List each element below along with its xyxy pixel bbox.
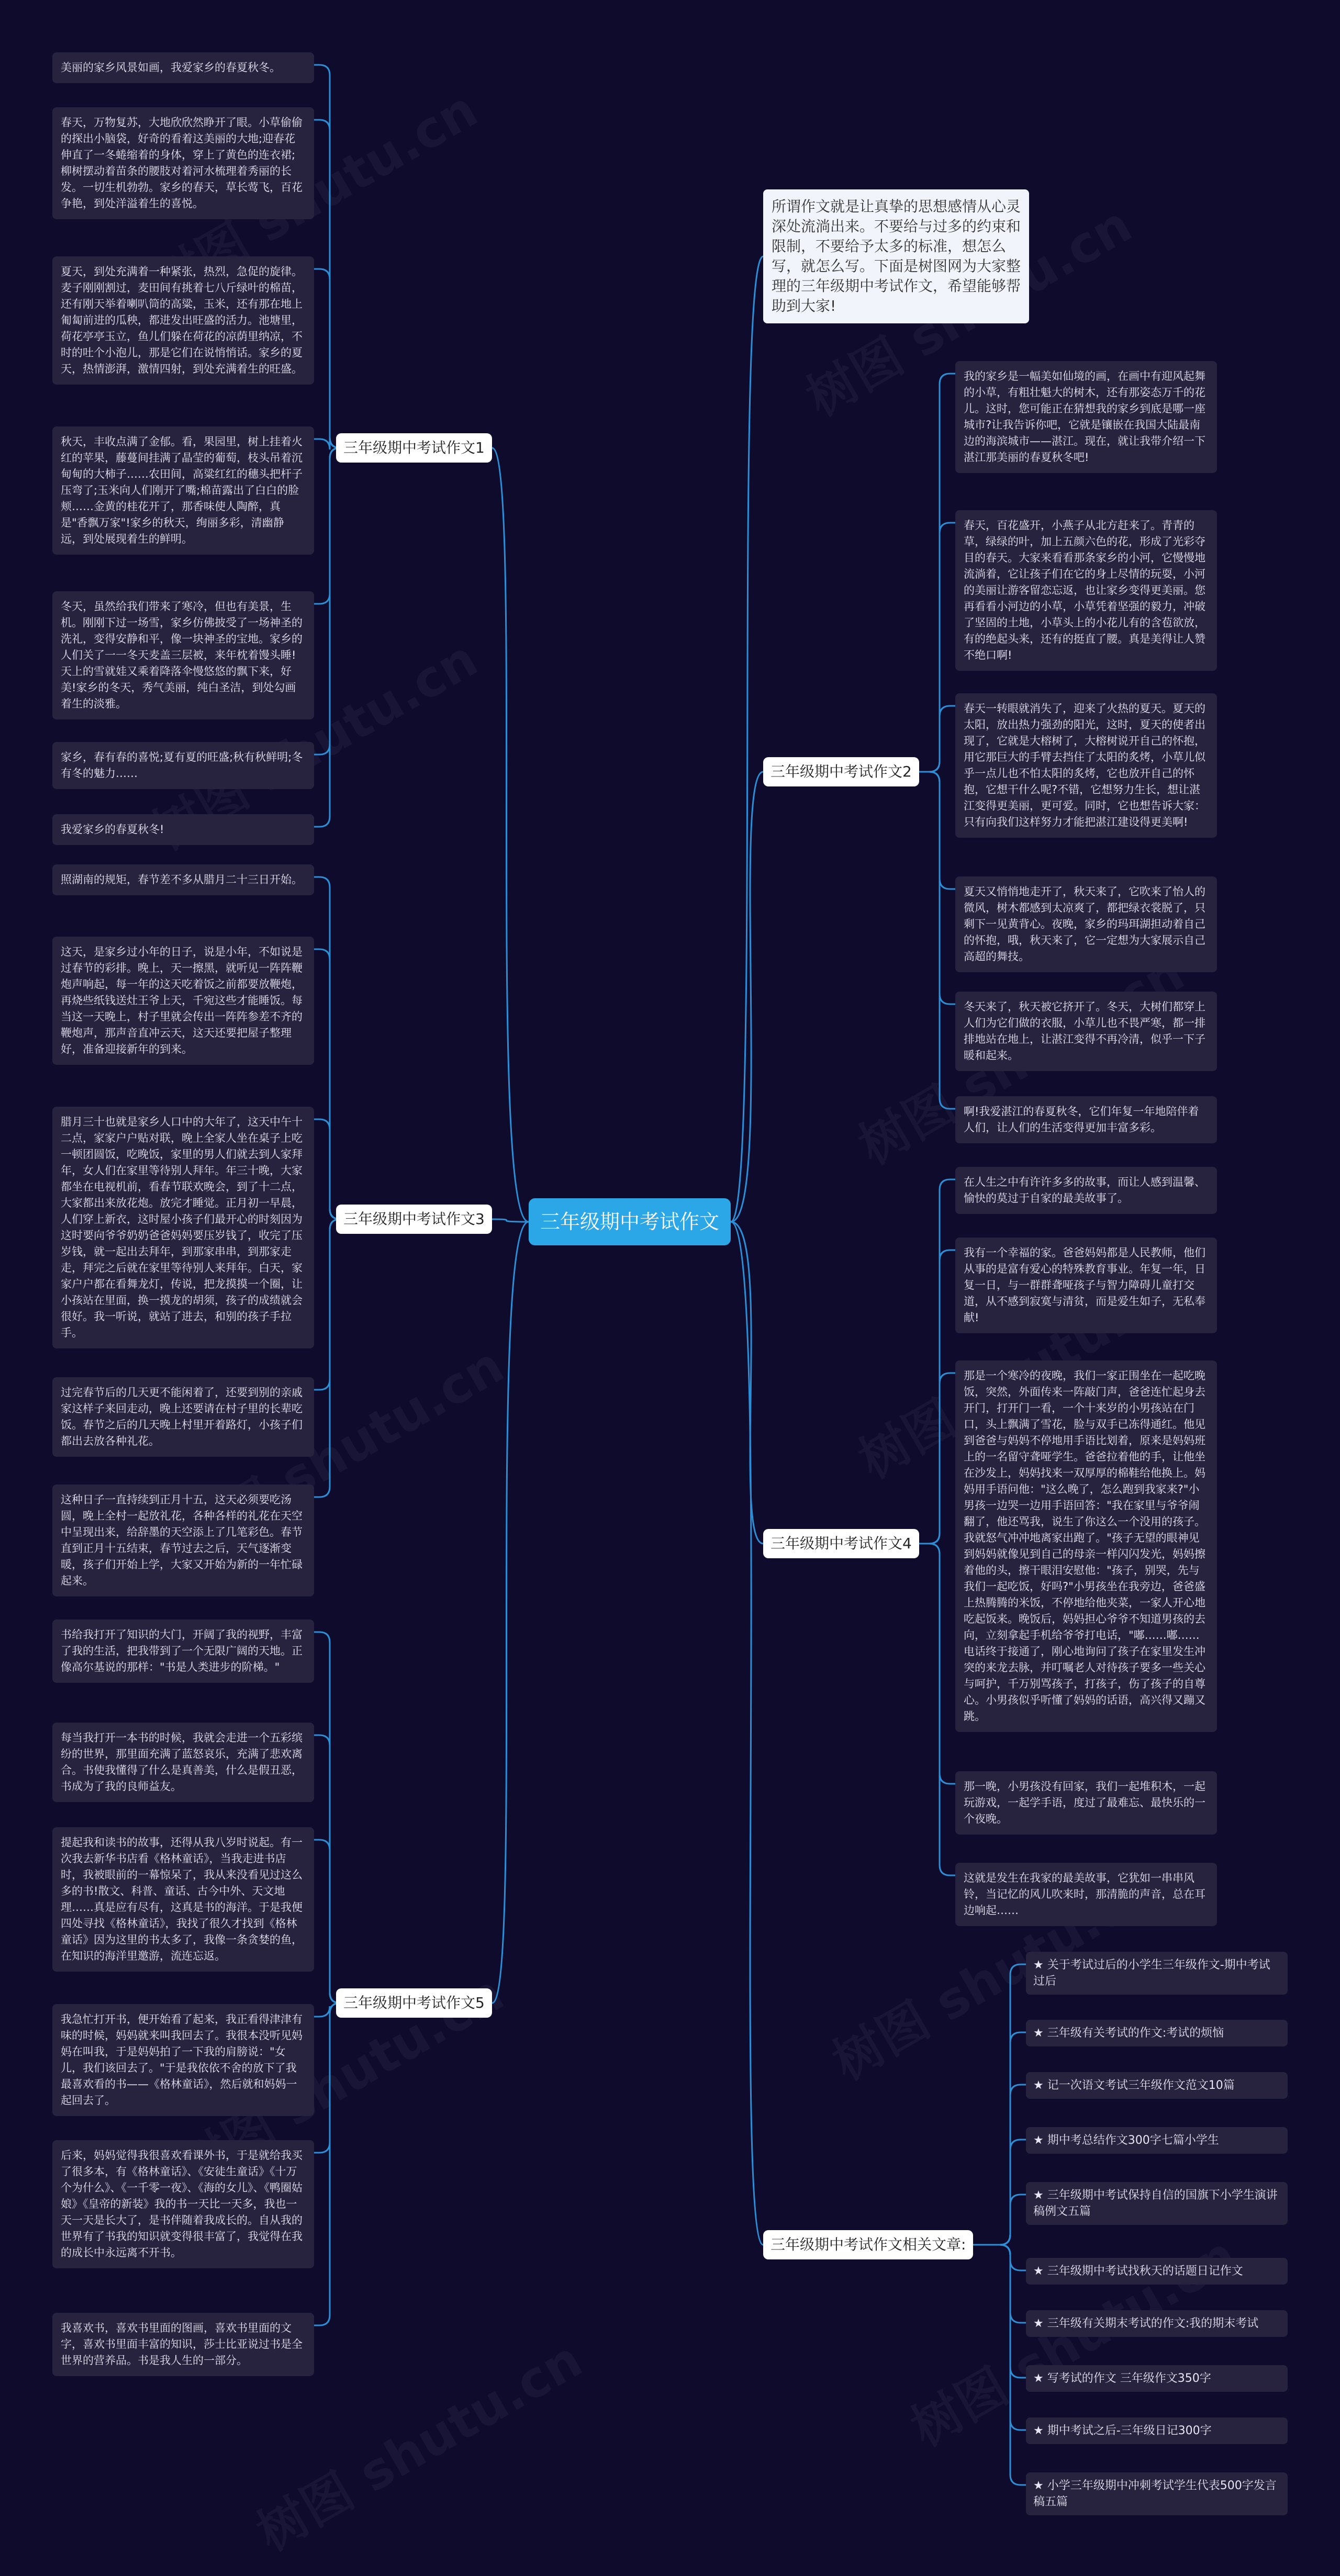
connector-line (314, 120, 340, 448)
leaf-note: 照湖南的规矩，春节差不多从腊月二十三日开始。 (52, 864, 314, 895)
leaf-note: ★ 写考试的作文 三年级作文350字 (1026, 2365, 1288, 2392)
leaf-note: ★ 期中考试之后-三年级日记300字 (1026, 2417, 1288, 2444)
branch-essay-5[interactable]: 三年级期中考试作文5 (336, 1988, 492, 2018)
connector-line (973, 2245, 1026, 2485)
leaf-note: ★ 关于考试过后的小学生三年级作文-期中考试过后 (1026, 1952, 1288, 1995)
connector-line (919, 1179, 955, 1544)
leaf-note: 这种日子一直持续到正月十五，这天必须要吃汤圆，晚上全村一起放礼花，各种各样的礼花在天空中呈现出来，给辞墨的天空添上了几笔彩色。春节直到正月十五结束，春节过去之后，天气逐渐变暖，孩子们开始上学，大家又开始为新的一年忙碌起来。 (52, 1484, 314, 1596)
connector-line (973, 2195, 1026, 2245)
connector-line (973, 2245, 1026, 2378)
connector-line (314, 2003, 340, 2325)
connector-line (492, 1219, 529, 1222)
connector-line (919, 523, 955, 772)
leaf-note: 我的家乡是一幅美如仙境的画，在画中有迎风起舞的小草，有粗壮魁大的树木，还有那姿态万千的花儿。这时，您可能正在猜想我的家乡到底是哪一座城市?让我告诉你吧，它就是镶嵌在我国大陆最南边的海滨城市——湛江。现在，就让我带介绍一下湛江那美丽的春夏秋冬吧! (955, 361, 1217, 473)
connector-line (919, 1250, 955, 1544)
branch-essay-3[interactable]: 三年级期中考试作文3 (336, 1205, 492, 1234)
leaf-note: ★ 小学三年级期中冲刺考试学生代表500字发言稿五篇 (1026, 2472, 1288, 2515)
leaf-note: 过完春节后的几天更不能闲着了，还要到别的亲戚家这样子来回走动，晚上还要请在村子里的长辈吃饭。春节之后的几天晚上村里开着路灯，小孩子们都出去放各种礼花。 (52, 1377, 314, 1457)
leaf-note: 冬天来了，秋天被它挤开了。冬天，大树们都穿上人们为它们做的衣服，小草儿也不畏严寒，都一排排地站在地上，让湛江变得不再冷清，似乎一下子暖和起来。 (955, 992, 1217, 1071)
leaf-note: ★ 三年级有关考试的作文:考试的烦恼 (1026, 2020, 1288, 2046)
root-topic[interactable]: 三年级期中考试作文 (529, 1198, 731, 1245)
connector-line (314, 1840, 340, 2003)
connector-line (973, 2085, 1026, 2245)
connector-line (314, 1632, 340, 2003)
connector-line (919, 706, 955, 772)
connector-line (492, 1222, 529, 2003)
connector-line (314, 448, 340, 827)
connector-line (919, 772, 955, 1109)
leaf-note: 夏天又悄悄地走开了，秋天来了，它吹来了怡人的微风，树木都感到太凉爽了，都把绿衣裳脱了，只剩下一见黄背心。夜晚，家乡的玛珥湖担动着自己的怀抱，哦，秋天来了，它一定想为大家展示自己高超的舞技。 (955, 876, 1217, 972)
connector-line (919, 1544, 955, 1784)
leaf-note: 提起我和读书的故事，还得从我八岁时说起。有一次我去新华书店看《格林童话》，当我走进书店时，我被眼前的一幕惊呆了，我从来没看见过这么多的书!散文、科普、童话、古今中外、天文地理……真是应有尽有，这真是书的海洋。于是我便四处寻找《格林童话》，我找了很久才找到《格林童话》因为这里的书太多了，我像一条贪婪的鱼，在知识的海洋里邀游，流连忘返。 (52, 1827, 314, 1972)
connector-line (973, 2032, 1026, 2245)
leaf-note: 冬天，虽然给我们带来了寒冷，但也有美景，生机。刚刚下过一场雪，家乡仿佛披受了一场神圣的洗礼，变得安静和平，像一块神圣的宝地。家乡的人们关了一一冬天麦盖三层被，来年枕着馒头睡!天上的雪就娃又乘着降落伞慢悠悠的飘下来，好美!家乡的冬天，秀气美丽，纯白圣洁，到处勾画着生的淡雅。 (52, 591, 314, 719)
leaf-note: ★ 三年级期中考试保持自信的国旗下小学生演讲稿例文五篇 (1026, 2182, 1288, 2225)
branch-essay-4[interactable]: 三年级期中考试作文4 (763, 1529, 919, 1558)
leaf-note: 每当我打开一本书的时候，我就会走进一个五彩缤纷的世界，那里面充满了蓝怒哀乐，充满了悲欢离合。书使我懂得了什么是真善美，什么是假丑恶，书成为了我的良师益友。 (52, 1723, 314, 1802)
connector-line (731, 1222, 763, 1544)
leaf-note: 春天，万物复苏，大地欣欣然睁开了眼。小草偷偷的探出小脑袋，好奇的看着这美丽的大地;迎春花伸直了一冬蜷缩着的身体，穿上了黄色的连衣裙;柳树摆动着苗条的腰肢对着河水梳理着秀丽的长发。一切生机勃勃。家乡的春天，草长莺飞，百花争艳，到处洋溢着生的喜悦。 (52, 107, 314, 219)
leaf-note: 书给我打开了知识的大门，开阔了我的视野，丰富了我的生活，把我带到了一个无限广阔的天地。正像高尔基说的那样："书是人类进步的阶梯。" (52, 1619, 314, 1683)
connector-line (919, 1544, 955, 1875)
connector-line (314, 1219, 340, 1390)
connector-line (314, 949, 340, 1219)
connector-line (919, 772, 955, 1004)
leaf-note: 春天一转眼就消失了，迎来了火热的夏天。夏天的太阳，放出热力强劲的阳光，这时，夏天的使者出现了，它就是大榕树了，大榕树说开自己的怀抱，用它那巨大的手臂去挡住了太阳的炙烤，小草儿似乎一点儿也不怕太阳的炙烤，它也放开自己的怀抱，它想干什么呢?不错，它想努力生长，想让湛江变得更美丽，更可爱。同时，它也想告诉大家：只有向我们这样努力才能把湛江建设得更美啊! (955, 693, 1217, 838)
branch-essay-2[interactable]: 三年级期中考试作文2 (763, 757, 919, 786)
connector-line (314, 1735, 340, 2003)
connector-line (314, 269, 340, 448)
connector-line (314, 448, 340, 604)
leaf-note: ★ 三年级期中考试找秋天的话题日记作文 (1026, 2258, 1288, 2285)
leaf-note: 我急忙打开书，便开始看了起来，我正看得津津有味的时候，妈妈就来叫我回去了。我很本没听见妈妈在叫我，于是妈妈拍了一下我的肩膀说："女儿，我们该回去了。"于是我依依不舍的放下了我最喜欢看的书——《格林童话》，然后就和妈妈一起回去了。 (52, 2004, 314, 2116)
connector-line (314, 2003, 340, 2153)
connector-line (973, 2245, 1026, 2270)
connector-line (919, 1373, 955, 1544)
intro-note: 所谓作文就是让真挚的思想感情从心灵深处流淌出来。不要给与过多的约束和限制，不要给予太多的标准，想怎么写，就怎么写。下面是树图网为大家整理的三年级期中考试作文，希望能够帮助到大家! (763, 189, 1029, 323)
connector-line (492, 448, 529, 1222)
leaf-note: 春天，百花盛开，小燕子从北方赶来了。青青的草，绿绿的叶，加上五颜六色的花，形成了光彩夺目的春天。大家来看看那条家乡的小河，它慢慢地流淌着，它让孩子们在它的身上尽情的玩耍，小河的美丽让游客留恋忘返，也让家乡变得更美丽。您再看看小河边的小草，小草凭着坚强的毅力，冲破了坚固的土地，小草头上的小花儿有的含苞欲放，有的绝起头来，还有的挺直了腰。真是美得让人赞不绝口啊! (955, 510, 1217, 671)
connector-line (919, 772, 955, 889)
connector-line (314, 1119, 340, 1219)
connector-line (314, 1219, 340, 1497)
connector-line (314, 877, 340, 1219)
leaf-note: 啊!我爱湛江的春夏秋冬，它们年复一年地陪伴着人们，让人们的生活变得更加丰富多彩。 (955, 1096, 1217, 1143)
leaf-note: 在人生之中有许许多多的故事，而让人感到温馨、愉快的莫过于自家的最美故事了。 (955, 1167, 1217, 1214)
leaf-note: ★ 期中考总结作文300字七篇小学生 (1026, 2127, 1288, 2154)
leaf-note: 这天，是家乡过小年的日子，说是小年，不如说是过春节的彩排。晚上，天一擦黑，就听见一阵阵鞭炮声响起，每一年的这天吃着饭之前都要放鞭炮，再烧些纸钱送灶王爷上天，千宛这些才能睡饭。每当这一天晚上，村子里就会传出一阵阵参差不齐的鞭炮声，那声音直冲云天，这天还要把屋子整理好，准备迎接新年的到来。 (52, 937, 314, 1065)
connector-line (731, 1222, 763, 2245)
connector-line (973, 2245, 1026, 2430)
connector-line (919, 374, 955, 772)
leaf-note: 那是一个寒冷的夜晚，我们一家正围坐在一起吃晚饭，突然，外面传来一阵敲门声，爸爸连忙起身去开门，打开门一看，一个十来岁的小男孩站在门口，头上飘满了雪花，脸与双手已冻得通红。他见到爸爸与妈妈不停地用手语比划着，原来是妈妈班上的一名留守聋哑学生。爸爸拉着他的手，让他坐在沙发上，妈妈找来一双厚厚的棉鞋给他换上。妈妈用手语问他："这么晚了，怎么跑到我家来?"小男孩一边哭一边用手语回答："我在家里与爷爷闹翻了，他还骂我，说生了你这么一个没用的孩子。我就怒气冲冲地离家出跑了。"孩子无望的眼神见到妈妈就像见到自己的母亲一样闪闪发光，妈妈擦着他的头，擦干眼泪安慰他："孩子，别哭，先与我们一起吃饭，好吗?"小男孩坐在我旁边，爸爸盛上热腾腾的米饭，不停地给他夹菜，一家人开心地吃起饭来。晚饭后，妈妈担心爷爷不知道男孩的去向，立刻拿起手机给爷爷打电话，"嘟……嘟……电话终于接通了，刚心地询问了孩子在家里发生冲突的来龙去脉，并叮嘱老人对待孩子要多一些关心与呵护，千万别骂孩子，打孩子，伤了孩子的自尊心。小男孩似乎听懂了妈妈的话语，高兴得又蹦又跳。 (955, 1360, 1217, 1732)
leaf-note: 我有一个幸福的家。爸爸妈妈都是人民教师，他们从事的是富有爱心的特殊教育事业。年复一年，日复一日，与一群群聋哑孩子与智力障碍儿童打交道，从不感到寂寞与清贫，而是爱生如子，无私奉献! (955, 1238, 1217, 1333)
branch-essay-1[interactable]: 三年级期中考试作文1 (336, 433, 492, 463)
connector-line (973, 2140, 1026, 2245)
branch-related-articles[interactable]: 三年级期中考试作文相关文章: (763, 2230, 973, 2259)
leaf-note: 美丽的家乡风景如画，我爱家乡的春夏秋冬。 (52, 52, 314, 83)
leaf-note: 这就是发生在我家的最美故事，它犹如一串串风铃，当记忆的风儿吹来时，那清脆的声音，总在耳边响起…… (955, 1863, 1217, 1926)
connector-line (973, 2245, 1026, 2323)
leaf-note: ★ 记一次语文考试三年级作文范文10篇 (1026, 2072, 1288, 2099)
leaf-note: 后来，妈妈觉得我很喜欢看课外书，于是就给我买了很多本，有《格林童话》、《安徒生童话》《十万个为什么》、《一千零一夜》、《海的女儿》、《鸭圈姑娘》《皇帝的新装》我的书一天比一天多，我也一天一天是长大了，是书伴随着我成长的。自从我的世界有了书我的知识就变得很丰富了，我觉得在我的成长中永远离不开书。 (52, 2140, 314, 2268)
connector-line (973, 1964, 1026, 2245)
leaf-note: 我爱家乡的春夏秋冬! (52, 814, 314, 845)
leaf-note: 腊月三十也就是家乡人口中的大年了，这天中午十二点，家家户户贴对联，晚上全家人坐在桌子上吃一顿团圆饭，吃晚饭，家里的男人们就去到人家拜年，女人们在家里等待别人拜年。年三十晚，大家都坐在电视机前，看春节联欢晚会，到了十二点，大家都出来放花炮。放完才睡觉。正月初一早晨，人们穿上新衣，这时屋小孩子们最开心的时刻因为这时要向爷爷奶奶爸爸妈妈要压岁钱了，收完了压岁钱，就一起出去拜年，到那家串串，到那家走走，拜完之后就在家里等待别人来拜年。白天，家家户户都在看舞龙灯，传说，把龙摸摸一个圈，让小孩站在里面，换一摸龙的胡须，孩子的成绩就会很好。我一听说，就站了进去，和别的孩子手拉手。 (52, 1107, 314, 1348)
leaf-note: 那一晚，小男孩没有回家，我们一起堆积木，一起玩游戏，一起学手语，度过了最难忘、最快乐的一个夜晚。 (955, 1771, 1217, 1835)
leaf-note: 家乡，春有春的喜悦;夏有夏的旺盛;秋有秋鲜明;冬有冬的魅力…… (52, 742, 314, 789)
leaf-note: ★ 三年级有关期末考试的作文:我的期末考试 (1026, 2310, 1288, 2337)
connector-line (731, 256, 763, 1222)
leaf-note: 夏天，到处充满着一种紧张，热烈，急促的旋律。麦子刚刚割过，麦田间有挑着七八斤绿叶的棉苗，还有刚天举着喇叭筒的高粱，玉米，还有那在地上匍匐前进的瓜秧，都进发出旺盛的活力。池塘里，荷花亭亭玉立，鱼儿们躲在荷花的凉荫里纳凉，不时的吐个小泡儿，那是它们在说悄悄话。家乡的夏天，热情澎湃，激情四射，到处充满着生的旺盛。 (52, 256, 314, 385)
leaf-note: 我喜欢书，喜欢书里面的图画，喜欢书里面的文字，喜欢书里面丰富的知识，莎士比亚说过书是全世界的营养品。书是我人生的一部分。 (52, 2313, 314, 2376)
leaf-note: 秋天，丰收点满了金郁。看，果园里，树上挂着火红的苹果，藤蔓间挂满了晶莹的葡萄，枝头吊着沉甸甸的大柿子……农田间，高粱红红的穗头把杆子压弯了;玉米向人们刚开了嘴;棉苗露出了白白的脸颊……金黄的桂花开了，那香味使人陶醉，真是"香飘万家"!家乡的秋天，绚丽多彩，清幽静远，到处展现着生的鲜明。 (52, 426, 314, 555)
